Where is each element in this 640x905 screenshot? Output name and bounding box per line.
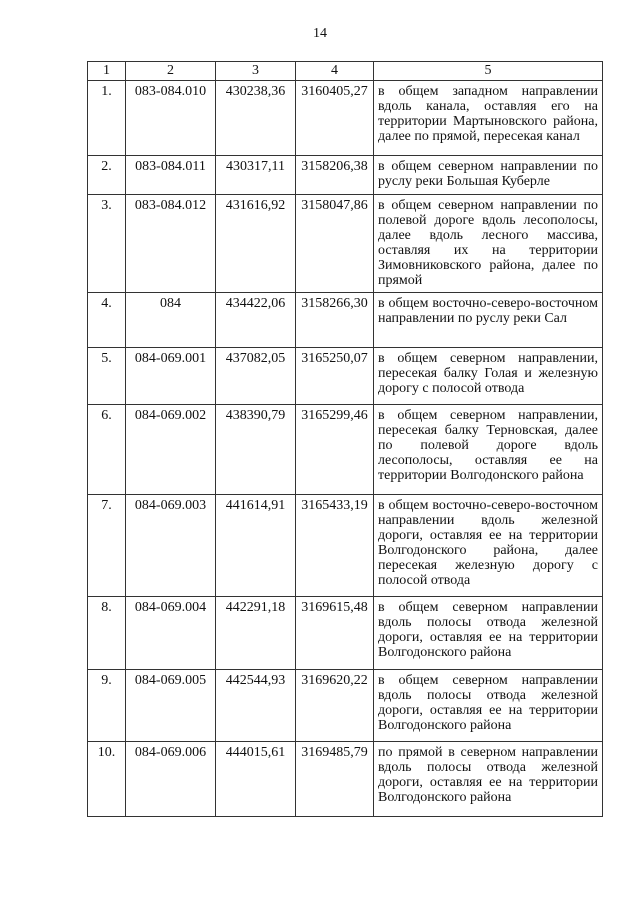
coordinate-y: 3158266,30 <box>296 293 374 348</box>
point-code: 083-084.012 <box>126 195 216 293</box>
boundary-description: в общем северном направлении вдоль полосы отвода железной дороги, оставляя ее на территории Волгодонского района <box>374 597 603 670</box>
point-code: 083-084.010 <box>126 81 216 156</box>
row-number: 5. <box>88 348 126 405</box>
coordinate-x: 430317,11 <box>216 156 296 195</box>
table-row <box>88 195 603 293</box>
coordinate-y: 3165433,19 <box>296 495 374 597</box>
table-row <box>88 293 603 348</box>
coordinate-x: 442544,93 <box>216 670 296 742</box>
coordinate-y: 3169620,22 <box>296 670 374 742</box>
coordinate-x: 437082,05 <box>216 348 296 405</box>
table-header-row <box>88 62 603 81</box>
coordinate-y: 3158206,38 <box>296 156 374 195</box>
boundary-description: в общем северном направлении по руслу реки Большая Куберле <box>374 156 603 195</box>
boundary-description: по прямой в северном направлении вдоль полосы отвода железной дороги, оставляя ее на территории Волгодонского района <box>374 742 603 817</box>
boundary-description: в общем северном направлении по полевой дороге вдоль лесополосы, далее вдоль лесного массива, оставляя их на территории Зимовниковского района, далее по прямой <box>374 195 603 293</box>
boundary-points-table <box>87 61 603 817</box>
point-code: 083-084.011 <box>126 156 216 195</box>
row-number: 3. <box>88 195 126 293</box>
coordinate-y: 3165299,46 <box>296 405 374 495</box>
coordinate-y: 3169615,48 <box>296 597 374 670</box>
column-header: 4 <box>296 62 374 81</box>
coordinate-x: 438390,79 <box>216 405 296 495</box>
coordinate-x: 442291,18 <box>216 597 296 670</box>
point-code: 084-069.001 <box>126 348 216 405</box>
point-code: 084-069.006 <box>126 742 216 817</box>
boundary-description: в общем северном направлении вдоль полосы отвода железной дороги, оставляя ее на территории Волгодонского района <box>374 670 603 742</box>
coordinate-y: 3158047,86 <box>296 195 374 293</box>
boundary-description: в общем северном направлении, пересекая балку Голая и железную дорогу с полосой отвода <box>374 348 603 405</box>
coordinate-x: 431616,92 <box>216 195 296 293</box>
table-row <box>88 348 603 405</box>
coordinate-x: 444015,61 <box>216 742 296 817</box>
coordinate-y: 3169485,79 <box>296 742 374 817</box>
table-row <box>88 742 603 817</box>
coordinate-x: 441614,91 <box>216 495 296 597</box>
row-number: 4. <box>88 293 126 348</box>
point-code: 084-069.004 <box>126 597 216 670</box>
row-number: 9. <box>88 670 126 742</box>
column-header: 5 <box>374 62 603 81</box>
row-number: 8. <box>88 597 126 670</box>
table-row <box>88 670 603 742</box>
point-code: 084-069.003 <box>126 495 216 597</box>
point-code: 084-069.005 <box>126 670 216 742</box>
boundary-description: в общем восточно-северо-восточном направлении вдоль железной дороги, оставляя ее на территории Волгодонского района, далее пересекая железную дорогу с полосой отвода <box>374 495 603 597</box>
row-number: 7. <box>88 495 126 597</box>
table-row <box>88 81 603 156</box>
column-header: 3 <box>216 62 296 81</box>
column-header: 1 <box>88 62 126 81</box>
table-row <box>88 156 603 195</box>
column-header: 2 <box>126 62 216 81</box>
row-number: 6. <box>88 405 126 495</box>
boundary-description: в общем восточно-северо-восточном направлении по руслу реки Сал <box>374 293 603 348</box>
row-number: 2. <box>88 156 126 195</box>
coordinate-x: 430238,36 <box>216 81 296 156</box>
boundary-description: в общем западном направлении вдоль канала, оставляя его на территории Мартыновского района, далее по прямой, пересекая канал <box>374 81 603 156</box>
point-code: 084-069.002 <box>126 405 216 495</box>
row-number: 10. <box>88 742 126 817</box>
table-row <box>88 597 603 670</box>
page-number: 14 <box>313 26 327 41</box>
coordinate-y: 3160405,27 <box>296 81 374 156</box>
row-number: 1. <box>88 81 126 156</box>
table-row <box>88 405 603 495</box>
point-code: 084 <box>126 293 216 348</box>
coordinate-y: 3165250,07 <box>296 348 374 405</box>
table-row <box>88 495 603 597</box>
coordinate-x: 434422,06 <box>216 293 296 348</box>
boundary-description: в общем северном направлении, пересекая балку Терновская, далее по полевой дороге вдоль лесополосы, оставляя ее на территории Волгодонского района <box>374 405 603 495</box>
